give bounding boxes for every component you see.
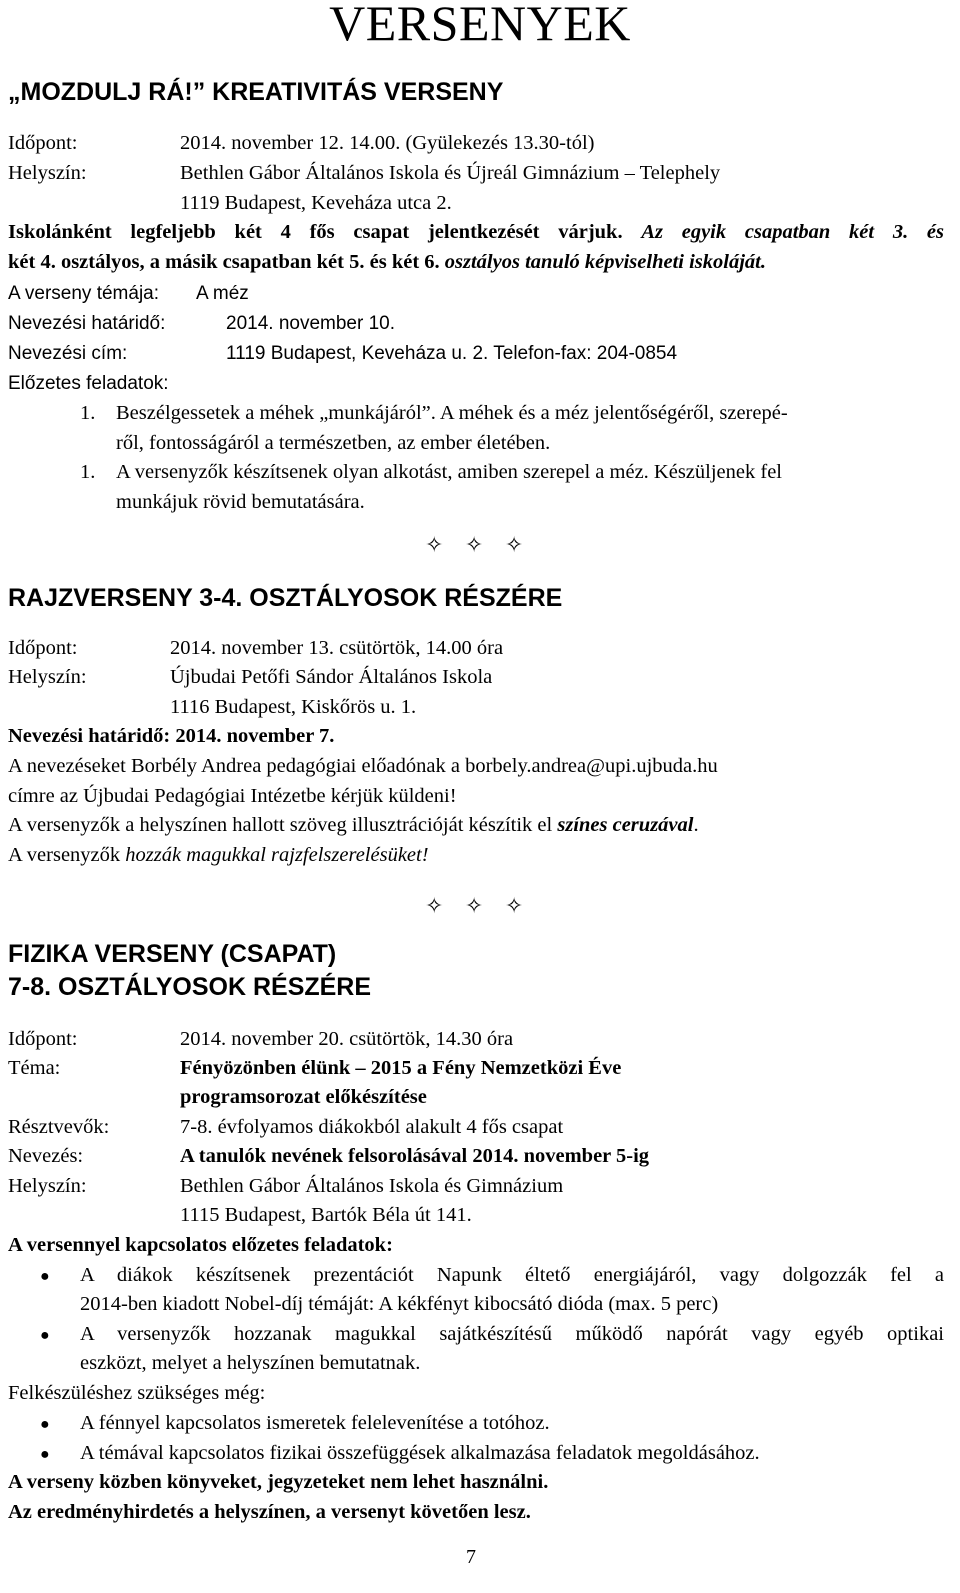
s3-resztvevok-value: 7-8. évfolyamos diákokból alakult 4 fős csapat: [180, 1116, 564, 1138]
s1-helyszin-address: 1119 Budapest, Keveháza utca 2.: [180, 192, 452, 214]
s3-nevezes-row: [8, 1146, 649, 1167]
s1-item1-line1: Beszélgessetek a méhek „munkájáról”. A méhek és a méz jelentőségéről, szerepé-: [116, 402, 788, 424]
s3-resztvevok-row: [8, 1117, 563, 1138]
s3-bullet3: A fénnyel kapcsolatos ismeretek felelevenítése a totóhoz.: [80, 1412, 550, 1434]
s3-nevezes-value: A tanulók nevének felsorolásával 2014. november 5-ig: [180, 1145, 650, 1167]
s1-bold-text-1: Iskolánként legfeljebb két 4 fős csapat jelentkezését várjuk.: [8, 221, 623, 243]
section-heading-kreativitas: „MOZDULJ RÁ!” KREATIVITÁS VERSENY: [8, 78, 504, 106]
s2-helyszin-value: Újbudai Petőfi Sándor Általános Iskola: [170, 666, 493, 688]
s1-helyszin-value: Bethlen Gábor Általános Iskola és Újreál Gimnázium – Telephely: [180, 162, 721, 184]
s2-line3: [8, 815, 699, 836]
s3-bullet2-line1: A versenyzők hozzanak magukkal sajátkészítésű működő napórát vagy egyéb optikai: [80, 1323, 944, 1345]
s1-tema-label: A verseny témája:: [8, 283, 160, 304]
s1-bold-line-2: [8, 252, 766, 273]
s2-idopont-value: 2014. november 13. csütörtök, 14.00 óra: [170, 637, 504, 659]
s3-bullet2-line2: eszközt, melyet a helyszínen bemutatnak.: [80, 1352, 421, 1374]
s2-helyszin-row: [8, 667, 492, 688]
section-heading-rajzverseny: RAJZVERSENY 3-4. OSZTÁLYOSOK RÉSZÉRE: [8, 584, 563, 612]
s1-idopont-value: 2014. november 12. 14.00. (Gyülekezés 13.30-tól): [180, 132, 595, 154]
s2-line4: [8, 845, 429, 866]
s1-item2-line2: munkájuk rövid bemutatására.: [116, 491, 365, 513]
s1-bold-text-2: két 4. osztályos, a másik csapatban két 5. és két 6.: [8, 251, 440, 273]
s3-felkeszules-label: Felkészüléshez szükséges még:: [8, 1382, 266, 1404]
s2-line3-emphasis: színes ceruzával: [557, 814, 694, 836]
bullet-icon: ●: [40, 1446, 50, 1463]
s2-line2: címre az Újbudai Pedagógiai Intézetbe kérjük küldeni!: [8, 785, 457, 807]
s1-idopont-row: [8, 133, 594, 154]
s3-nevezes-label: Nevezés:: [8, 1145, 84, 1167]
s3-tema-row: [8, 1058, 621, 1079]
s2-hatarido: Nevezési határidő: 2014. november 7.: [8, 725, 335, 747]
s3-helyszin-row: [8, 1176, 563, 1197]
s3-helyszin-address: 1115 Budapest, Bartók Béla út 141.: [180, 1204, 472, 1226]
s1-bold-italic-1: Az egyik csapatban két 3. és: [641, 221, 945, 243]
page-number: 7: [466, 1546, 476, 1568]
section-heading-fizika-sub: 7-8. OSZTÁLYOSOK RÉSZÉRE: [8, 973, 372, 1001]
s2-line4-text: A versenyzők: [8, 844, 121, 866]
bullet-icon: ●: [40, 1327, 50, 1344]
s1-cim-row: [8, 344, 677, 363]
s2-line1: A nevezéseket Borbély Andrea pedagógiai előadónak a borbely.andrea@upi.ujbuda.hu: [8, 755, 718, 777]
s1-tema-row: [8, 284, 249, 303]
s1-hatarido-label: Nevezési határidő:: [8, 313, 166, 334]
s2-line4-emphasis: hozzák magukkal rajzfelszerelésüket!: [125, 844, 429, 866]
s3-resztvevok-label: Résztvevők:: [8, 1116, 110, 1138]
s1-idopont-label: Időpont:: [8, 132, 78, 154]
s1-bold-italic-2: osztályos tanuló képviselheti iskoláját.: [444, 251, 766, 273]
s3-tema-label: Téma:: [8, 1057, 61, 1079]
s3-bullet1-line1: A diákok készítsenek prezentációt Napunk éltető energiájáról, vagy dolgozzák fel a: [80, 1264, 944, 1286]
page-title: VERSENYEK: [329, 0, 631, 51]
s3-idopont-value: 2014. november 20. csütörtök, 14.30 óra: [180, 1028, 514, 1050]
s3-idopont-label: Időpont:: [8, 1028, 78, 1050]
s2-helyszin-label: Helyszín:: [8, 666, 87, 688]
s3-final-line-2: Az eredményhirdetés a helyszínen, a versenyt követően lesz.: [8, 1501, 531, 1523]
s3-bullet4: A témával kapcsolatos fizikai összefüggések alkalmazása feladatok megoldásához.: [80, 1442, 760, 1464]
bullet-icon: ●: [40, 1416, 50, 1433]
s3-feladatok-heading: A versennyel kapcsolatos előzetes feladatok:: [8, 1234, 393, 1256]
s3-helyszin-value: Bethlen Gábor Általános Iskola és Gimnázium: [180, 1175, 564, 1197]
s1-item1-number: 1.: [80, 402, 96, 424]
s1-item2-line1: A versenyzők készítsenek olyan alkotást, amiben szerepel a méz. Készüljenek fel: [116, 461, 782, 483]
separator-stars-1: ✧ ✧ ✧: [425, 532, 532, 557]
s1-helyszin-label: Helyszín:: [8, 162, 87, 184]
section-heading-fizika: FIZIKA VERSENY (CSAPAT): [8, 940, 337, 968]
bullet-icon: ●: [40, 1268, 50, 1285]
s3-idopont-row: [8, 1029, 513, 1050]
s2-line3-end: .: [693, 814, 699, 836]
s3-bullet1-line2: 2014-ben kiadott Nobel-díj témáját: A kékfényt kibocsátó dióda (max. 5 perc): [80, 1293, 719, 1315]
s3-tema-value: Fényözönben élünk – 2015 a Fény Nemzetközi Éve: [180, 1057, 622, 1079]
s3-helyszin-label: Helyszín:: [8, 1175, 87, 1197]
separator-stars-2: ✧ ✧ ✧: [425, 893, 532, 918]
s1-helyszin-row: [8, 163, 720, 184]
s1-cim-label: Nevezési cím:: [8, 343, 128, 364]
s2-line3-text: A versenyzők a helyszínen hallott szöveg illusztrációját készítik el: [8, 814, 553, 836]
s2-idopont-row: [8, 638, 503, 659]
s1-hatarido-value: 2014. november 10.: [226, 313, 396, 334]
s1-feladatok-label: Előzetes feladatok:: [8, 373, 169, 394]
s3-tema-value-2: programsorozat előkészítése: [180, 1086, 427, 1108]
s1-item2-number: 1.: [80, 461, 96, 483]
s2-helyszin-address: 1116 Budapest, Kiskőrös u. 1.: [170, 696, 417, 718]
s3-final-line-1: A verseny közben könyveket, jegyzeteket nem lehet használni.: [8, 1471, 549, 1493]
s1-cim-value: 1119 Budapest, Keveháza u. 2. Telefon-fax: 204-0854: [226, 343, 678, 364]
s1-item1-line2: ről, fontosságáról a természetben, az ember életében.: [116, 432, 551, 454]
s1-bold-line-1: [8, 222, 944, 243]
s1-hatarido-row: [8, 314, 395, 333]
s2-idopont-label: Időpont:: [8, 637, 78, 659]
s1-tema-value: A méz: [196, 283, 249, 304]
